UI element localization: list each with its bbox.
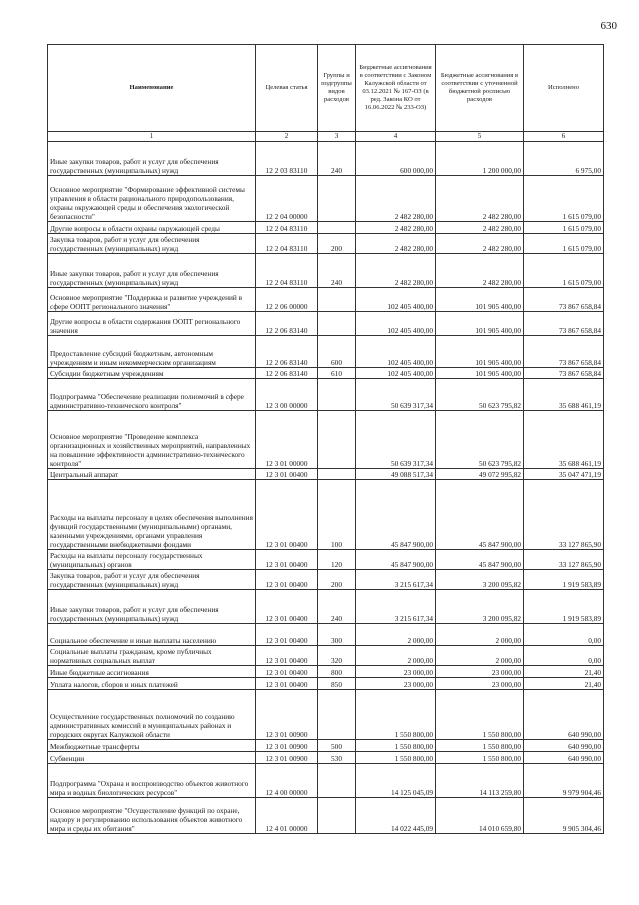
cell-refined: 1 550 800,00: [436, 690, 524, 740]
cell-code: 12 3 01 00400: [256, 666, 318, 678]
cell-group: 200: [318, 234, 356, 254]
cell-name: Центральный аппарат: [48, 469, 256, 480]
cell-refined: 101 905 400,00: [436, 368, 524, 379]
header-row: [48, 45, 604, 132]
table-row: [48, 288, 604, 312]
table-row: [48, 690, 604, 740]
cell-refined: 14 113 259,80: [436, 764, 524, 798]
cell-code: 12 3 00 00000: [256, 379, 318, 411]
cell-code: 12 3 01 00400: [256, 480, 318, 550]
cell-law: 14 125 045,09: [356, 764, 436, 798]
cell-refined: 3 200 095,82: [436, 570, 524, 590]
table-row: [48, 678, 604, 690]
cell-law: 2 482 280,00: [356, 234, 436, 254]
cell-code: 12 4 00 00000: [256, 764, 318, 798]
cell-group: 850: [318, 678, 356, 690]
cell-refined: 101 905 400,00: [436, 312, 524, 336]
cell-done: 1 615 079,00: [524, 234, 604, 254]
cell-group: 200: [318, 570, 356, 590]
cell-law: 3 215 617,34: [356, 590, 436, 624]
table-row: [48, 590, 604, 624]
cell-law: 3 215 617,34: [356, 570, 436, 590]
cell-done: 640 990,00: [524, 752, 604, 764]
cell-code: 12 2 06 83140: [256, 368, 318, 379]
cell-done: 640 990,00: [524, 740, 604, 752]
cell-law: 45 847 900,00: [356, 480, 436, 550]
cell-refined: 23 000,00: [436, 678, 524, 690]
cell-group: [318, 690, 356, 740]
cell-name: Расходы на выплаты персоналу государственных (муниципальных) органов: [48, 550, 256, 570]
table-row: [48, 646, 604, 666]
table-row: [48, 336, 604, 368]
cell-law: 2 000,00: [356, 646, 436, 666]
table-row: [48, 234, 604, 254]
cell-name: Подпрограмма "Охрана и воспроизводство объектов животного мира и водных биологических ресурсов": [48, 764, 256, 798]
cell-code: 12 2 03 83110: [256, 142, 318, 176]
cell-law: 45 847 900,00: [356, 550, 436, 570]
column-number: 6: [524, 132, 604, 142]
cell-group: 300: [318, 624, 356, 646]
cell-code: 12 2 04 83110: [256, 234, 318, 254]
cell-code: 12 4 01 00000: [256, 798, 318, 834]
table-row: [48, 480, 604, 550]
cell-refined: 50 623 795,82: [436, 379, 524, 411]
cell-law: 102 405 400,00: [356, 368, 436, 379]
cell-group: [318, 222, 356, 234]
cell-done: 1 919 583,89: [524, 570, 604, 590]
cell-done: 35 688 461,19: [524, 411, 604, 469]
cell-group: 240: [318, 590, 356, 624]
cell-done: 9 979 904,46: [524, 764, 604, 798]
cell-group: 120: [318, 550, 356, 570]
cell-group: 100: [318, 480, 356, 550]
cell-done: 640 990,00: [524, 690, 604, 740]
cell-done: 6 975,00: [524, 142, 604, 176]
cell-done: 0,00: [524, 646, 604, 666]
cell-law: 102 405 400,00: [356, 288, 436, 312]
cell-code: 12 3 01 00000: [256, 411, 318, 469]
cell-code: 12 3 01 00400: [256, 550, 318, 570]
column-number: 3: [318, 132, 356, 142]
table-row: [48, 752, 604, 764]
cell-code: 12 2 06 00000: [256, 288, 318, 312]
header-group: Группы и подгруппы видов расходов: [318, 45, 356, 132]
cell-name: Социальные выплаты гражданам, кроме публичных нормативных социальных выплат: [48, 646, 256, 666]
cell-group: 600: [318, 336, 356, 368]
cell-name: Иные закупки товаров, работ и услуг для обеспечения государственных (муниципальных) нужд: [48, 590, 256, 624]
cell-law: 2 482 280,00: [356, 222, 436, 234]
cell-name: Субвенции: [48, 752, 256, 764]
cell-law: 1 550 800,00: [356, 690, 436, 740]
cell-code: 12 3 01 00900: [256, 740, 318, 752]
cell-code: 12 2 04 83110: [256, 222, 318, 234]
header-refined: Бюджетные ассигнования в соответствии с уточненной бюджетной росписью расходов: [436, 45, 524, 132]
cell-law: 2 482 280,00: [356, 176, 436, 222]
cell-done: 1 615 079,00: [524, 176, 604, 222]
cell-law: 49 088 517,34: [356, 469, 436, 480]
cell-law: 50 639 317,34: [356, 411, 436, 469]
cell-law: 102 405 400,00: [356, 336, 436, 368]
table-row: [48, 624, 604, 646]
cell-law: 2 482 280,00: [356, 254, 436, 288]
cell-code: 12 3 01 00400: [256, 590, 318, 624]
cell-law: 1 550 800,00: [356, 752, 436, 764]
cell-name: Осуществление государственных полномочий по созданию административных комиссий в муниципальных районах и городских округах Калужской области: [48, 690, 256, 740]
cell-done: 33 127 865,90: [524, 480, 604, 550]
cell-code: 12 3 01 00400: [256, 678, 318, 690]
cell-law: 102 405 400,00: [356, 312, 436, 336]
cell-name: Другие вопросы в области охраны окружающей среды: [48, 222, 256, 234]
cell-refined: 101 905 400,00: [436, 336, 524, 368]
cell-name: Подпрограмма "Обеспечение реализации полномочий в сфере административно-технического контроля": [48, 379, 256, 411]
cell-group: 240: [318, 142, 356, 176]
table-row: [48, 798, 604, 834]
cell-group: [318, 312, 356, 336]
cell-done: 1 919 583,89: [524, 590, 604, 624]
cell-refined: 50 623 795,82: [436, 411, 524, 469]
cell-done: 73 867 658,84: [524, 368, 604, 379]
cell-done: 1 615 079,00: [524, 222, 604, 234]
cell-name: Основное мероприятие "Осуществление функций по охране, надзору и регулированию использования объектов животного мира и среды их обитания": [48, 798, 256, 834]
cell-done: 0,00: [524, 624, 604, 646]
cell-code: 12 3 01 00400: [256, 624, 318, 646]
column-number-row: [48, 132, 604, 142]
cell-done: 73 867 658,84: [524, 288, 604, 312]
cell-refined: 1 550 800,00: [436, 752, 524, 764]
cell-refined: 3 200 095,82: [436, 590, 524, 624]
table-body: [48, 142, 604, 834]
cell-name: Иные закупки товаров, работ и услуг для обеспечения государственных (муниципальных) нужд: [48, 254, 256, 288]
cell-name: Межбюджетные трансферты: [48, 740, 256, 752]
table-row: [48, 740, 604, 752]
cell-group: [318, 469, 356, 480]
cell-name: Иные бюджетные ассигнования: [48, 666, 256, 678]
cell-name: Предоставление субсидий бюджетным, автономным учреждениям и иным некоммерческим организациям: [48, 336, 256, 368]
cell-code: 12 2 06 83140: [256, 312, 318, 336]
cell-name: Основное мероприятие "Проведение комплекса организационных и хозяйственных мероприятий, направленных на повышение эффективности административно-технического контроля": [48, 411, 256, 469]
cell-refined: 14 010 659,80: [436, 798, 524, 834]
cell-done: 1 615 079,00: [524, 254, 604, 288]
cell-done: 21,40: [524, 666, 604, 678]
cell-done: 73 867 658,84: [524, 336, 604, 368]
cell-name: Социальное обеспечение и иные выплаты населению: [48, 624, 256, 646]
cell-refined: 1 550 800,00: [436, 740, 524, 752]
cell-refined: 49 072 995,82: [436, 469, 524, 480]
header-done: Исполнено: [524, 45, 604, 132]
cell-code: 12 3 01 00900: [256, 690, 318, 740]
table-row: [48, 570, 604, 590]
cell-group: [318, 379, 356, 411]
budget-table: [47, 44, 604, 834]
cell-law: 23 000,00: [356, 678, 436, 690]
cell-refined: 2 482 280,00: [436, 234, 524, 254]
column-number: 2: [256, 132, 318, 142]
column-number: 5: [436, 132, 524, 142]
table-row: [48, 254, 604, 288]
cell-done: 21,40: [524, 678, 604, 690]
header-code: Целевая статья: [256, 45, 318, 132]
cell-law: 2 000,00: [356, 624, 436, 646]
header-name: Наименование: [48, 45, 256, 132]
header-law: Бюджетные ассигнования в соответствии с Законом Калужской области от 03.12.2021 № 167-ОЗ (в ред. Закона КО от 16.06.2022 № 233-ОЗ): [356, 45, 436, 132]
table-row: [48, 222, 604, 234]
cell-group: 800: [318, 666, 356, 678]
cell-name: Субсидии бюджетным учреждениям: [48, 368, 256, 379]
table-row: [48, 176, 604, 222]
cell-group: [318, 288, 356, 312]
cell-name: Основное мероприятие "Формирование эффективной системы управления в области рационального природопользования, охраны окружающей среды и обеспечения экологической безопасности": [48, 176, 256, 222]
cell-done: 9 905 304,46: [524, 798, 604, 834]
table-row: [48, 469, 604, 480]
cell-code: 12 3 01 00400: [256, 469, 318, 480]
cell-name: Основное мероприятие "Поддержка и развитие учреждений в сфере ООПТ регионального значения": [48, 288, 256, 312]
cell-done: 35 047 471,19: [524, 469, 604, 480]
table-row: [48, 666, 604, 678]
cell-code: 12 2 04 00000: [256, 176, 318, 222]
table-row: [48, 368, 604, 379]
cell-refined: 23 000,00: [436, 666, 524, 678]
cell-law: 1 550 800,00: [356, 740, 436, 752]
cell-code: 12 2 06 83140: [256, 336, 318, 368]
cell-group: 320: [318, 646, 356, 666]
cell-law: 50 639 317,34: [356, 379, 436, 411]
cell-code: 12 3 01 00400: [256, 570, 318, 590]
table-row: [48, 312, 604, 336]
cell-done: 35 688 461,19: [524, 379, 604, 411]
cell-law: 23 000,00: [356, 666, 436, 678]
cell-law: 14 022 445,09: [356, 798, 436, 834]
cell-refined: 1 200 000,00: [436, 142, 524, 176]
cell-name: Уплата налогов, сборов и иных платежей: [48, 678, 256, 690]
cell-refined: 45 847 900,00: [436, 480, 524, 550]
cell-done: 73 867 658,84: [524, 312, 604, 336]
cell-refined: 2 000,00: [436, 624, 524, 646]
cell-law: 600 000,00: [356, 142, 436, 176]
cell-group: [318, 764, 356, 798]
cell-name: Расходы на выплаты персоналу в целях обеспечения выполнения функций государственными (муниципальными) органами, казенными учреждениями, органами управления государственными внебюджетными фондами: [48, 480, 256, 550]
table-row: [48, 142, 604, 176]
cell-code: 12 3 01 00900: [256, 752, 318, 764]
cell-code: 12 3 01 00400: [256, 646, 318, 666]
table-row: [48, 764, 604, 798]
page-number: 630: [600, 20, 617, 32]
cell-name: Закупка товаров, работ и услуг для обеспечения государственных (муниципальных) нужд: [48, 234, 256, 254]
table-row: [48, 379, 604, 411]
cell-name: Иные закупки товаров, работ и услуг для обеспечения государственных (муниципальных) нужд: [48, 142, 256, 176]
cell-group: [318, 411, 356, 469]
table-row: [48, 550, 604, 570]
cell-group: [318, 798, 356, 834]
cell-code: 12 2 04 83110: [256, 254, 318, 288]
column-number: 4: [356, 132, 436, 142]
cell-group: [318, 176, 356, 222]
column-number: 1: [48, 132, 256, 142]
cell-refined: 45 847 900,00: [436, 550, 524, 570]
cell-done: 33 127 865,90: [524, 550, 604, 570]
cell-refined: 2 482 280,00: [436, 222, 524, 234]
cell-group: 500: [318, 740, 356, 752]
cell-refined: 101 905 400,00: [436, 288, 524, 312]
cell-refined: 2 482 280,00: [436, 176, 524, 222]
cell-refined: 2 000,00: [436, 646, 524, 666]
cell-name: Другие вопросы в области содержания ООПТ регионального значения: [48, 312, 256, 336]
cell-group: 610: [318, 368, 356, 379]
cell-name: Закупка товаров, работ и услуг для обеспечения государственных (муниципальных) нужд: [48, 570, 256, 590]
cell-group: 530: [318, 752, 356, 764]
cell-refined: 2 482 280,00: [436, 254, 524, 288]
table-row: [48, 411, 604, 469]
cell-group: 240: [318, 254, 356, 288]
